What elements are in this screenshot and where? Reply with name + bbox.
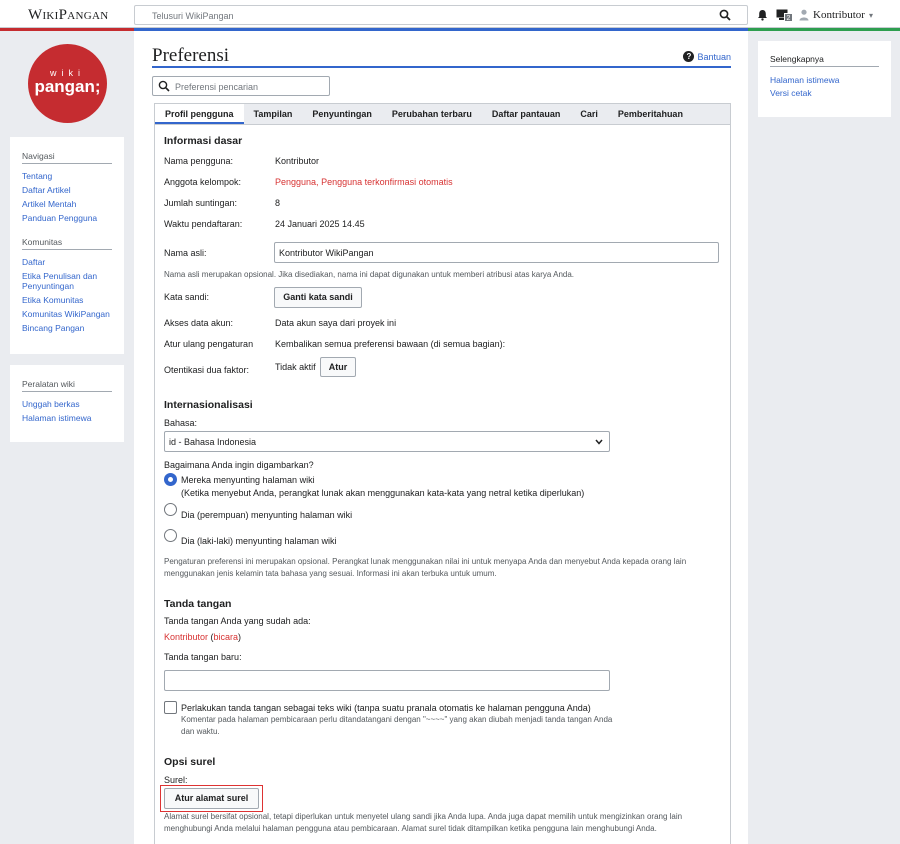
site-search-input[interactable] (134, 5, 748, 25)
edit-count-label: Jumlah suntingan: (164, 198, 238, 208)
raw-signature-help: Komentar pada halaman pembicaraan perlu ditandatangani dengan "~~~~" yang akan diubah menjadi tanda tangan Anda dan waktu. (181, 715, 613, 736)
group-link-autoconfirmed[interactable]: Pengguna terkonfirmasi otomatis (321, 177, 453, 187)
edit-count-link[interactable]: 8 (275, 198, 281, 208)
gender-option-neutral: Mereka menyunting halaman wiki (181, 475, 315, 485)
signature-paren-close: ) (238, 632, 242, 642)
sidebar-tools-box (10, 365, 124, 442)
user-tools (757, 8, 873, 22)
gender-option-male: Dia (laki-laki) menyunting halaman wiki (181, 536, 337, 546)
sidebar-item-artikel-mentah[interactable]: Artikel Mentah (22, 199, 77, 209)
section-heading-basic: Informasi dasar (164, 135, 243, 147)
chevron-down-icon (595, 439, 603, 445)
preferences-tabs (154, 103, 731, 125)
realname-input[interactable] (274, 242, 719, 263)
user-menu-name[interactable]: Kontributor (813, 9, 865, 21)
title-underline (152, 66, 731, 68)
sidebar-item-daftar[interactable]: Daftar (22, 256, 46, 267)
email-help: Alamat surel bersifat opsional, tetapi diperlukan untuk menyetel ulang sandi jika Anda lupa. Anda juga dapat memilih untuk mengizinkan orang lain menghubungi Anda melalui halaman pengguna atau pembicaraan. Alamat surel tidak ditampilkan ketika pengguna lain menghubungi Anda. (164, 812, 683, 833)
section-heading-email: Opsi surel (164, 756, 216, 768)
sidebar-item-tentang[interactable]: Tentang (22, 171, 53, 181)
wiki-logo[interactable] (28, 44, 107, 123)
page-title: Preferensi (152, 45, 230, 66)
signature-paren-open: ( (208, 632, 214, 642)
tab-cari[interactable]: Cari (580, 109, 598, 119)
search-icon[interactable] (719, 9, 731, 21)
existing-signature-label: Tanda tangan Anda yang sudah ada: (164, 616, 311, 626)
new-signature-input[interactable] (164, 670, 610, 691)
group-separator: , (316, 177, 322, 187)
gender-help: Pengaturan preferensi ini merupakan opsional. Perangkat lunak menggunakan nilai ini untuk menyapa Anda dan menyebut Anda kepada orang lain menggunakan jenis kelamin tata bahasa yang sesuai. Informasi ini akan terbuka untuk umum. (164, 557, 687, 578)
tab-pemberitahuan[interactable]: Pemberitahuan (617, 109, 683, 119)
page-tools-box (758, 41, 891, 117)
twofa-setup-button[interactable]: Atur (320, 357, 356, 377)
user-avatar-icon[interactable] (799, 9, 809, 21)
main-content (134, 31, 748, 844)
section-heading-i18n: Internasionalisasi (164, 399, 253, 411)
tab-perubahan-terbaru[interactable]: Perubahan terbaru (391, 109, 472, 119)
notices-count-badge: 2 (784, 13, 793, 22)
reset-preferences-label: Atur ulang pengaturan (164, 339, 254, 349)
logo-line-1: wiki (50, 68, 85, 78)
gender-question: Bagaimana Anda ingin digambarkan? (164, 460, 314, 470)
realname-label: Nama asli: (164, 248, 207, 258)
language-label: Bahasa: (164, 418, 198, 428)
page-tool-special-pages[interactable]: Halaman istimewa (770, 75, 840, 85)
page-tools-heading: Selengkapnya (770, 54, 879, 67)
bell-icon[interactable] (757, 9, 768, 21)
groups-value (275, 177, 453, 187)
language-select[interactable] (164, 431, 610, 452)
search-icon (158, 80, 170, 92)
sidebar-heading-komunitas: Komunitas (22, 237, 112, 250)
sidebar-heading-navigasi: Navigasi (22, 151, 112, 164)
signature-talk-link[interactable]: bicara (213, 632, 239, 642)
registration-value: 24 Januari 2025 14.45 (275, 219, 365, 229)
reset-preferences-link[interactable]: Kembalikan semua preferensi bawaan (di semua bagian): (275, 339, 506, 349)
tab-tampilan[interactable]: Tampilan (253, 109, 293, 119)
tab-panel-profile (154, 124, 731, 844)
gender-option-neutral-note: (Ketika menyebut Anda, perangkat lunak akan menggunakan kata-kata yang netral ketika diperlukan) (181, 488, 585, 498)
new-signature-label: Tanda tangan baru: (164, 652, 242, 662)
sidebar-nav-box (10, 137, 124, 354)
change-password-button[interactable]: Ganti kata sandi (274, 287, 362, 308)
group-link-pengguna[interactable]: Pengguna (275, 177, 317, 187)
realname-help: Nama asli merupakan opsional. Jika disediakan, nama ini dapat digunakan untuk memberi atribusi atas karya Anda. (164, 270, 575, 279)
sidebar-item-unggah-berkas[interactable]: Unggah berkas (22, 399, 80, 409)
top-header (0, 0, 900, 28)
preferences-search-placeholder: Preferensi pencarian (175, 82, 259, 92)
registration-label: Waktu pendaftaran: (164, 219, 243, 229)
gender-radio-male[interactable] (164, 529, 177, 542)
tab-penyuntingan[interactable]: Penyuntingan (312, 109, 372, 119)
chevron-down-icon[interactable]: ▾ (868, 10, 873, 20)
notices-icon[interactable] (776, 8, 792, 22)
signature-user-link[interactable]: Kontributor (164, 632, 209, 642)
help-icon: ? (683, 51, 694, 62)
raw-signature-checkbox[interactable] (164, 701, 177, 714)
twofa-status: Tidak aktif (275, 362, 316, 372)
username-value: Kontributor (275, 156, 320, 166)
set-email-button[interactable]: Atur alamat surel (164, 788, 259, 809)
help-label: Bantuan (697, 51, 731, 62)
gender-radio-female[interactable] (164, 503, 177, 516)
raw-signature-label: Perlakukan tanda tangan sebagai teks wiki (tanpa suatu pranala otomatis ke halaman pengguna Anda) (181, 703, 591, 713)
help-link[interactable] (683, 51, 731, 62)
logo-line-2: pangan; (34, 77, 101, 96)
account-data-label: Akses data akun: (164, 318, 234, 328)
existing-signature (164, 632, 241, 642)
email-label: Surel: (164, 775, 188, 785)
page-tool-print-version[interactable]: Versi cetak (770, 88, 812, 98)
preferences-search-input[interactable] (152, 76, 330, 96)
gender-option-female: Dia (perempuan) menyunting halaman wiki (181, 510, 353, 520)
username-label: Nama pengguna: (164, 156, 234, 166)
realname-input-value: Kontributor WikiPangan (279, 248, 374, 258)
account-data-link[interactable]: Data akun saya dari proyek ini (275, 318, 397, 328)
sidebar-heading-peralatan: Peralatan wiki (22, 379, 112, 392)
site-search-placeholder: Telusuri WikiPangan (152, 11, 234, 21)
sidebar-item-halaman-istimewa[interactable]: Halaman istimewa (22, 413, 92, 423)
sidebar-item-etika-penulisan[interactable]: Etika Penulisan dan Penyuntingan (22, 270, 98, 291)
twofa-label: Otentikasi dua faktor: (164, 365, 250, 375)
language-select-value: id - Bahasa Indonesia (169, 437, 257, 447)
tab-profil-pengguna[interactable]: Profil pengguna (155, 104, 244, 124)
site-wordmark[interactable]: WikiPangan (28, 7, 109, 23)
sidebar-item-bincang-pangan[interactable]: Bincang Pangan (22, 323, 85, 333)
password-label: Kata sandi: (164, 292, 210, 302)
tab-daftar-pantauan[interactable]: Daftar pantauan (491, 109, 561, 119)
groups-label: Anggota kelompok: (164, 177, 242, 187)
sidebar-item-panduan-pengguna[interactable]: Panduan Pengguna (22, 213, 98, 223)
section-heading-signature: Tanda tangan (164, 598, 232, 610)
sidebar-item-daftar-artikel[interactable]: Daftar Artikel (22, 185, 71, 195)
sidebar-item-etika-komunitas[interactable]: Etika Komunitas (22, 295, 84, 305)
sidebar-item-komunitas-wikipangan[interactable]: Komunitas WikiPangan (22, 309, 110, 319)
gender-radio-neutral[interactable] (164, 473, 177, 486)
